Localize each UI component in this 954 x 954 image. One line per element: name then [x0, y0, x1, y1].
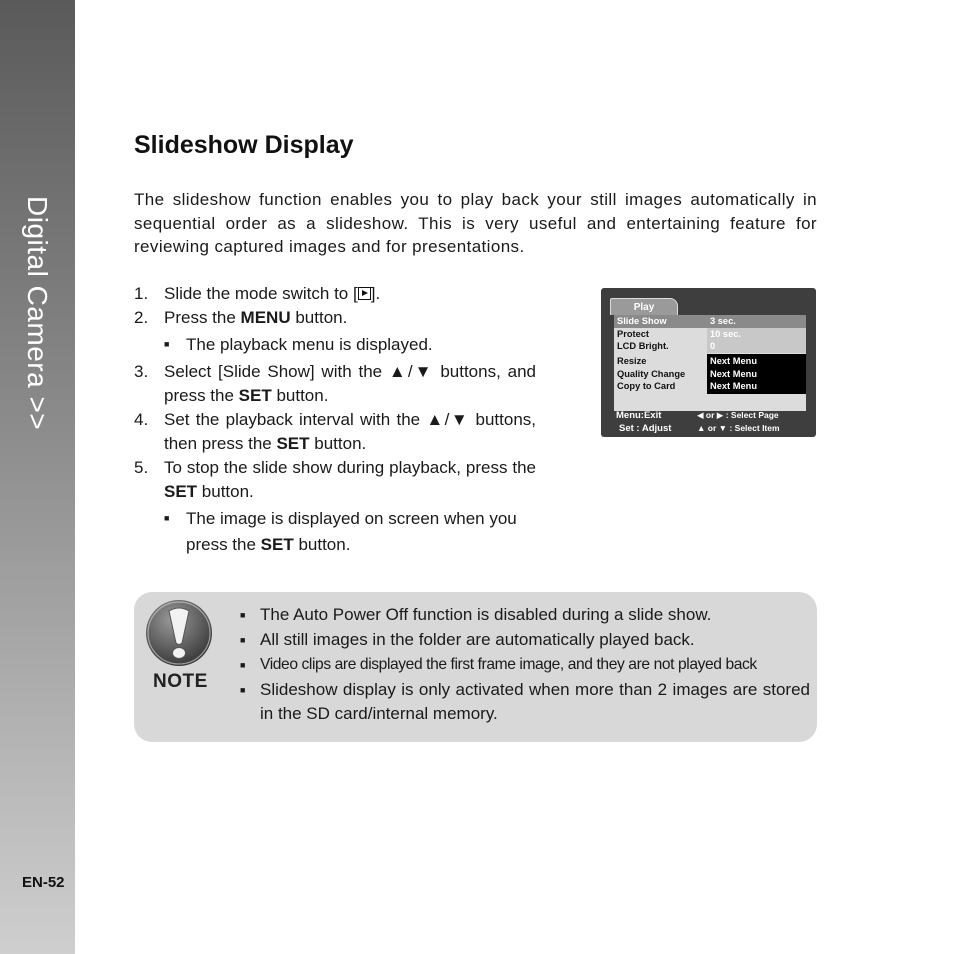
- bullet-square-icon: ■: [240, 685, 246, 695]
- step-5-subitem: [164, 506, 536, 558]
- note-item-text: Video clips are displayed the first frame image, and they are not played back: [260, 656, 757, 673]
- button-name: SET: [238, 386, 272, 405]
- note-item: [240, 653, 810, 677]
- bullet-square-icon: ■: [240, 610, 246, 620]
- menu-tab-play: Play: [610, 298, 678, 315]
- note-item: [240, 603, 810, 627]
- bullet-square-icon: ■: [164, 513, 170, 523]
- menu-item-value: Next Menu: [710, 381, 758, 391]
- menu-item-value: 10 sec.: [710, 328, 742, 339]
- menu-item-label: Slide Show: [617, 316, 667, 326]
- step-text: Slide the mode switch to [: [164, 284, 358, 303]
- menu-item-value: 3 sec.: [710, 316, 736, 326]
- step-text: Press the: [164, 308, 241, 327]
- subitem-text: The playback menu is displayed.: [186, 335, 433, 354]
- step-1: [134, 282, 536, 306]
- triangle-right-icon: ▶: [716, 410, 724, 420]
- note-item: [240, 628, 810, 652]
- subitem-text: button.: [293, 535, 351, 554]
- menu-exit-hint: Menu:Exit: [616, 410, 662, 421]
- step-4: [134, 408, 536, 456]
- bullet-square-icon: ■: [240, 660, 246, 670]
- step-text: button.: [290, 308, 348, 327]
- select-page-hint: [697, 410, 779, 421]
- menu-item-protect: [614, 328, 806, 341]
- bullet-square-icon: ■: [240, 635, 246, 645]
- step-text: button.: [197, 482, 254, 501]
- menu-panel: [614, 315, 806, 411]
- step-number: 4.: [134, 410, 149, 429]
- note-item-text: Slideshow display is only activated when more than 2 images are stored in the SD card/internal memory.: [260, 680, 810, 723]
- select-item-hint: [697, 423, 780, 433]
- step-text: button.: [309, 434, 367, 453]
- hint-text: : Select Page: [725, 410, 779, 420]
- step-text: Select [Slide Show] with the ▲/▼ buttons, and press the: [164, 362, 536, 405]
- note-item-text: All still images in the folder are automatically played back.: [260, 630, 695, 649]
- menu-item-slide-show: [614, 315, 806, 328]
- menu-item-label: Protect: [617, 328, 650, 339]
- menu-item-label: LCD Bright.: [617, 341, 669, 351]
- step-number: 1.: [134, 284, 149, 303]
- step-text: button.: [271, 386, 329, 405]
- menu-item-label: Quality Change: [617, 368, 686, 379]
- menu-item-label: Copy to Card: [617, 381, 676, 391]
- button-name: SET: [260, 535, 294, 554]
- sidebar-title: Digital Camera >>: [22, 196, 53, 431]
- intro-paragraph: The slideshow function enables you to play back your still images automatically in sequential order as a slideshow. This is very useful and entertaining feature for reviewing captured images and for presentations.: [134, 190, 817, 256]
- button-name: SET: [276, 434, 310, 453]
- triangle-left-icon: ◀: [697, 410, 704, 420]
- hint-joiner: or: [705, 410, 715, 420]
- button-name: SET: [164, 482, 198, 501]
- triangle-up-icon: ▲: [697, 423, 706, 433]
- menu-item-value: Next Menu: [710, 356, 758, 366]
- triangle-down-icon: ▼: [718, 423, 728, 433]
- note-label: NOTE: [153, 671, 208, 692]
- note-item-text: The Auto Power Off function is disabled during a slide show.: [260, 605, 712, 624]
- camera-menu-screenshot: [601, 288, 816, 437]
- step-2-subitem: [164, 332, 536, 358]
- menu-item-label: Resize: [617, 356, 647, 366]
- step-3: [134, 360, 536, 408]
- play-icon: [358, 287, 371, 300]
- step-text: ].: [370, 284, 381, 303]
- step-text: To stop the slide show during playback, press the: [164, 458, 536, 477]
- note-list: [240, 603, 810, 727]
- bullet-square-icon: ■: [164, 339, 170, 349]
- note-item: [240, 678, 810, 726]
- step-number: 2.: [134, 308, 149, 327]
- step-number: 3.: [134, 362, 149, 381]
- page-number: EN-52: [22, 874, 65, 891]
- button-name: MENU: [240, 308, 291, 327]
- sidebar: [0, 0, 75, 954]
- menu-item-copy-to-card: [614, 380, 806, 393]
- menu-item-lcd-bright: [614, 340, 806, 353]
- hint-joiner: or: [707, 423, 717, 433]
- menu-item-value: Next Menu: [710, 368, 758, 379]
- subitem-text: The image is displayed on screen when you press the: [186, 509, 517, 554]
- menu-item-value: 0: [710, 341, 716, 351]
- menu-item-quality-change: [614, 368, 806, 381]
- step-2: [134, 306, 536, 330]
- menu-item-resize: [614, 355, 806, 368]
- steps-list: [134, 282, 536, 560]
- step-5: [134, 456, 536, 504]
- step-text: Set the playback interval with the ▲/▼ buttons, then press the: [164, 410, 536, 453]
- exclamation-icon: [145, 599, 213, 667]
- set-adjust-hint: Set : Adjust: [619, 423, 672, 434]
- page-title: Slideshow Display: [134, 131, 354, 159]
- step-number: 5.: [134, 458, 149, 477]
- hint-text: : Select Item: [729, 423, 780, 433]
- note-box: [134, 592, 817, 742]
